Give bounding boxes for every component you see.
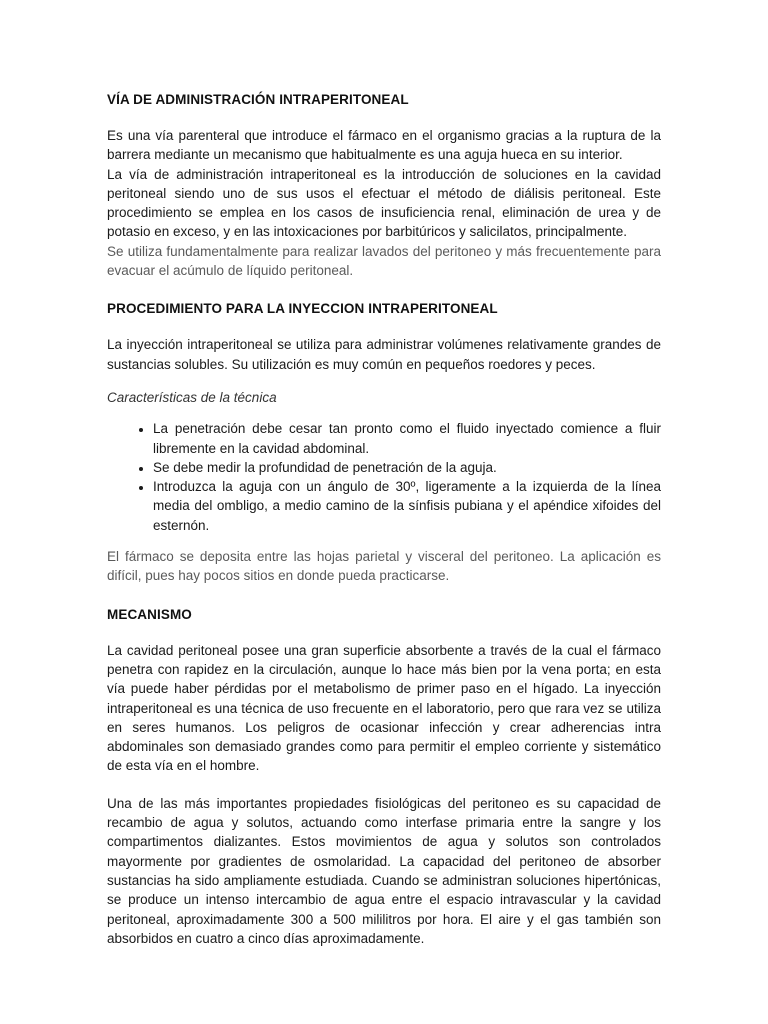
paragraph-description: La vía de administración intraperitoneal es la introducción de soluciones en la cavidad peritoneal siendo uno de sus usos el efectuar el método de diálisis peritoneal. Este procedimiento se emplea en los casos de insuficiencia renal, eliminación de urea y de potasio en exceso, y en las intoxicaciones por barbitúricos y salicilatos, principalmente.: [107, 166, 661, 240]
paragraph-deposit: El fármaco se deposita entre las hojas parietal y visceral del peritoneo. La aplicación es difícil, pues hay pocos sitios en donde pueda practicarse.: [107, 549, 661, 584]
list-item: • Se debe medir la profundidad de penetración de la aguja.: [153, 458, 661, 477]
list-item: • Introduzca la aguja con un ángulo de 30º, ligeramente a la izquierda de la línea media del ombligo, a medio camino de la sínfisis pubiana y el apéndice xifoides del esternón.: [153, 477, 661, 535]
subheading-caracteristicas: Características de la técnica: [107, 389, 277, 405]
technique-list: [107, 419, 661, 535]
paragraph-usage: Se utiliza fundamentalmente para realizar lavados del peritoneo y más frecuentemente para evacuar el acúmulo de líquido peritoneal.: [107, 243, 661, 279]
section-heading-via: VÍA DE ADMINISTRACIÓN INTRAPERITONEAL: [107, 92, 409, 107]
paragraph-procedure-intro: La inyección intraperitoneal se utiliza para administrar volúmenes relativamente grandes de sustancias solubles. Su utilización es muy común en pequeños roedores y peces.: [107, 337, 661, 372]
paragraph-properties: Una de las más importantes propiedades fisiológicas del peritoneo es su capacidad de recambio de agua y solutos, actuando como interfase primaria entre la sangre y los compartimentos dializantes. Estos movimientos de agua y solutos son controlados mayormente por gradientes de osmolaridad. La capacidad del peritoneo de absorber sustancias ha sido ampliamente estudiada. Cuando se administran soluciones hipertónicas, se produce un intenso intercambio de agua entre el espacio intravascular y la cavidad peritoneal, aproximadamente 300 a 500 mililitros por hora. El aire y el gas también son absorbidos en cuatro a cinco días aproximadamente.: [107, 795, 661, 946]
section-heading-mecanismo: MECANISMO: [107, 606, 192, 622]
paragraph-definition: Es una vía parenteral que introduce el fármaco en el organismo gracias a la ruptura de la barrera mediante un mecanismo que habitualmente es una aguja hueca en su interior.: [107, 128, 661, 163]
list-item: • La penetración debe cesar tan pronto como el fluido inyectado comience a fluir libremente en la cavidad abdominal.: [153, 419, 661, 458]
paragraph-mechanism: La cavidad peritoneal posee una gran superficie absorbente a través de la cual el fármaco penetra con rapidez en la circulación, aunque lo hace más bien por la vena porta; en esta vía puede haber pérdidas por el metabolismo de primer paso en el hígado. La inyección intraperitoneal es una técnica de uso frecuente en el laboratorio, pero que rara vez se utiliza en seres humanos. Los peligros de ocasionar infección y crear adherencias intra abdominales son demasiado grandes como para permitir el empleo corriente y sistemático de esta vía en el hombre.: [107, 642, 661, 774]
section-heading-procedimiento: PROCEDIMIENTO PARA LA INYECCION INTRAPERITONEAL: [107, 301, 498, 317]
